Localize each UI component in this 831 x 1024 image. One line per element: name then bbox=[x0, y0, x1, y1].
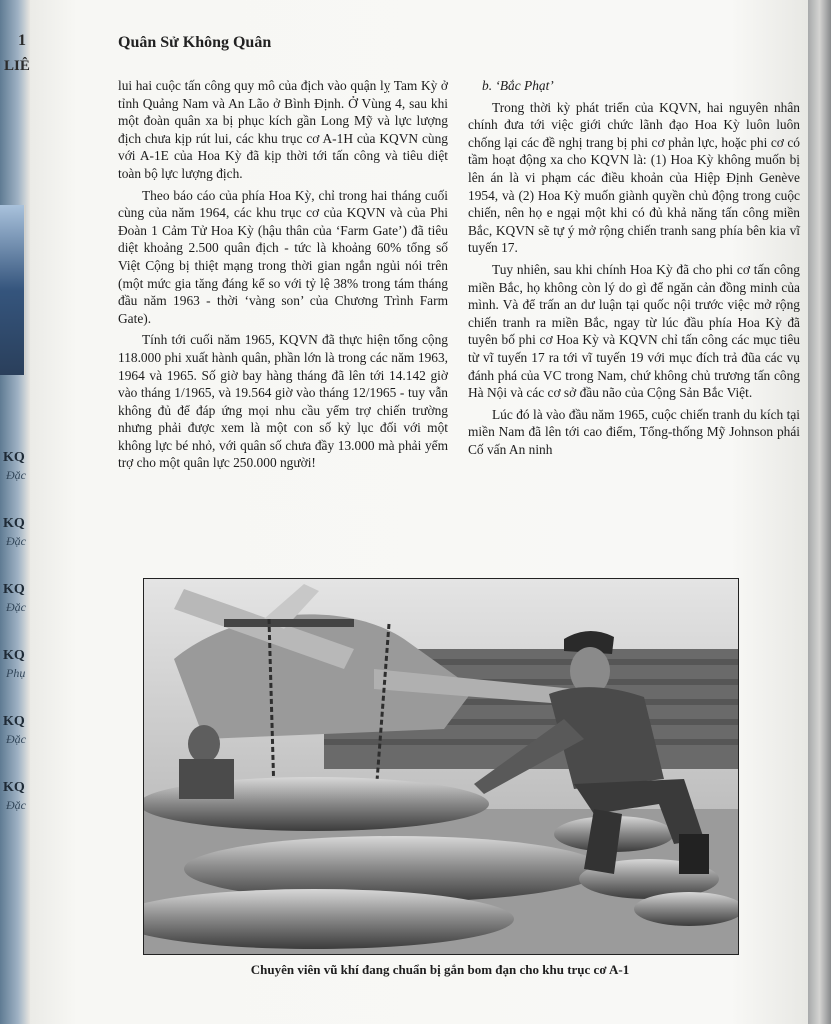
side-tab-code: KQ bbox=[3, 780, 25, 795]
running-header: Quân Sử Không Quân bbox=[118, 34, 272, 51]
side-tab-word: Đặc bbox=[6, 600, 26, 614]
side-tab-code: KQ bbox=[3, 714, 25, 729]
book-page bbox=[30, 0, 808, 1024]
side-tab bbox=[0, 450, 30, 516]
side-tab-word: Đặc bbox=[6, 468, 26, 482]
side-tab-code: KQ bbox=[3, 648, 25, 663]
paragraph: lui hai cuộc tấn công quy mô của địch vào quận lỵ Tam Kỳ ở tỉnh Quảng Nam và An Lão ở Bình Định. Ở Vùng 4, sau khi một đoàn quân xa bị phục kích gần Long Mỹ và lực lượng địch chưa kịp rút lui, các khu trục cơ A-1H của KQVN cùng với A-1E của Hoa Kỳ đã kịp thời tới tấn công và tiêu diệt toàn bộ lực lượng địch. bbox=[118, 78, 448, 181]
side-tab bbox=[0, 714, 30, 780]
side-tab bbox=[0, 582, 30, 648]
previous-page-number: 1 bbox=[18, 32, 26, 49]
side-tab-word: Phụ bbox=[6, 666, 26, 680]
photograph-armorer-loading-bombs bbox=[143, 578, 739, 955]
previous-page-edge bbox=[0, 0, 30, 1024]
left-text-column bbox=[118, 77, 448, 472]
previous-page-photo-fragment bbox=[0, 205, 26, 375]
paragraph: Trong thời kỳ phát triển của KQVN, hai nguyên nhân chính đưa tới việc giới chức lãnh đạo Hoa Kỳ luôn luôn chống lại các đề nghị trang bị phi cơ phản lực, hoặc phi cơ có tầm hoạt động xa cho KQVN là: (1) Hoa Kỳ không muốn bị lên án là vi phạm các điều khoản của Hiệp Định Genève 1954, và (2) Hoa Kỳ muốn giành quyền chủ động trong cuộc chiến, nên họ e ngại một khi có đủ khả năng tấn công miền Bắc, KQVN sẽ tự ý mở rộng chiến tranh sang phía bên kia vĩ tuyến 17. bbox=[468, 99, 800, 256]
side-tab-word: Đặc bbox=[6, 798, 26, 812]
paragraph: Theo báo cáo của phía Hoa Kỳ, chỉ trong hai tháng cuối cùng của năm 1964, các khu trục cơ của KQVN và của Phi Đoàn 1 Cảm Tử Hoa Kỳ (hậu thân của ‘Farm Gate’) đã tiêu diệt khoảng 2.500 quân địch - tức là khoảng 60% tổng số Việt Cộng bị thiệt mạng trong thời gian ngắn ngủi nói trên (một mức gia tăng đáng kể so với tỷ lệ 38% trong tám tháng đầu năm 1963 - thời ‘vàng son’ của Chương Trình Farm Gate). bbox=[118, 187, 448, 326]
side-tab-word: Đặc bbox=[6, 732, 26, 746]
previous-page-heading-fragment: LIÊ bbox=[4, 58, 30, 74]
side-tab bbox=[0, 780, 30, 846]
figure-caption: Chuyên viên vũ khí đang chuẩn bị gắn bom đạn cho khu trục cơ A-1 bbox=[250, 962, 630, 977]
side-tab-code: KQ bbox=[3, 516, 25, 531]
side-tab-code: KQ bbox=[3, 450, 25, 465]
paragraph: Tính tới cuối năm 1965, KQVN đã thực hiện tổng cộng 118.000 phi xuất hành quân, phần lớn là trong các năm 1963, 1964 và 1965. Số giờ bay hàng tháng đã lên tới 14.142 giờ vào tháng 1/1965, và 19.564 giờ vào tháng 12/1965 - tuy vẫn không đủ để đáp ứng mọi nhu cầu yểm trợ chiến trường nhưng phải được xem là một con số kỷ lục đối với một không lực bé nhỏ, với quân số chưa đầy 13.000 mà phải yểm trợ cho một quân lực 250.000 người! bbox=[118, 332, 448, 471]
section-heading: b. ‘Bắc Phạt’ bbox=[482, 78, 554, 93]
side-tab bbox=[0, 516, 30, 582]
paragraph: Lúc đó là vào đầu năm 1965, cuộc chiến tranh du kích tại miền Nam đã lên tới cao điểm, Tổng-thống Mỹ Johnson phái Cố vấn An ninh bbox=[468, 406, 800, 457]
side-tab-word: Đặc bbox=[6, 534, 26, 548]
side-tab-code: KQ bbox=[3, 582, 25, 597]
paragraph: Tuy nhiên, sau khi chính Hoa Kỳ đã cho phi cơ tấn công miền Bắc, họ không còn lý do gì để ngăn cản đồng minh của mình. Và để trấn an dư luận tại quốc nội trước việc mở rộng chiến tranh ra miền Bắc, ngay từ lúc đầu phía Hoa Kỳ đã tuyên bố phi cơ Hoa Kỳ và KQVN chỉ tấn công các mục tiêu từ vĩ tuyến 17 ra tới vĩ tuyến 19 với mục đích trả đũa các vụ đánh phá của VC trong Nam, chứ không chủ trương tấn công Hà Nội và các cơ sở đầu não của Cộng Sản Bắc Việt. bbox=[468, 261, 800, 401]
next-page-edge bbox=[808, 0, 831, 1024]
side-tab bbox=[0, 648, 30, 714]
previous-page-tabs bbox=[0, 450, 30, 846]
right-text-column bbox=[468, 77, 800, 458]
